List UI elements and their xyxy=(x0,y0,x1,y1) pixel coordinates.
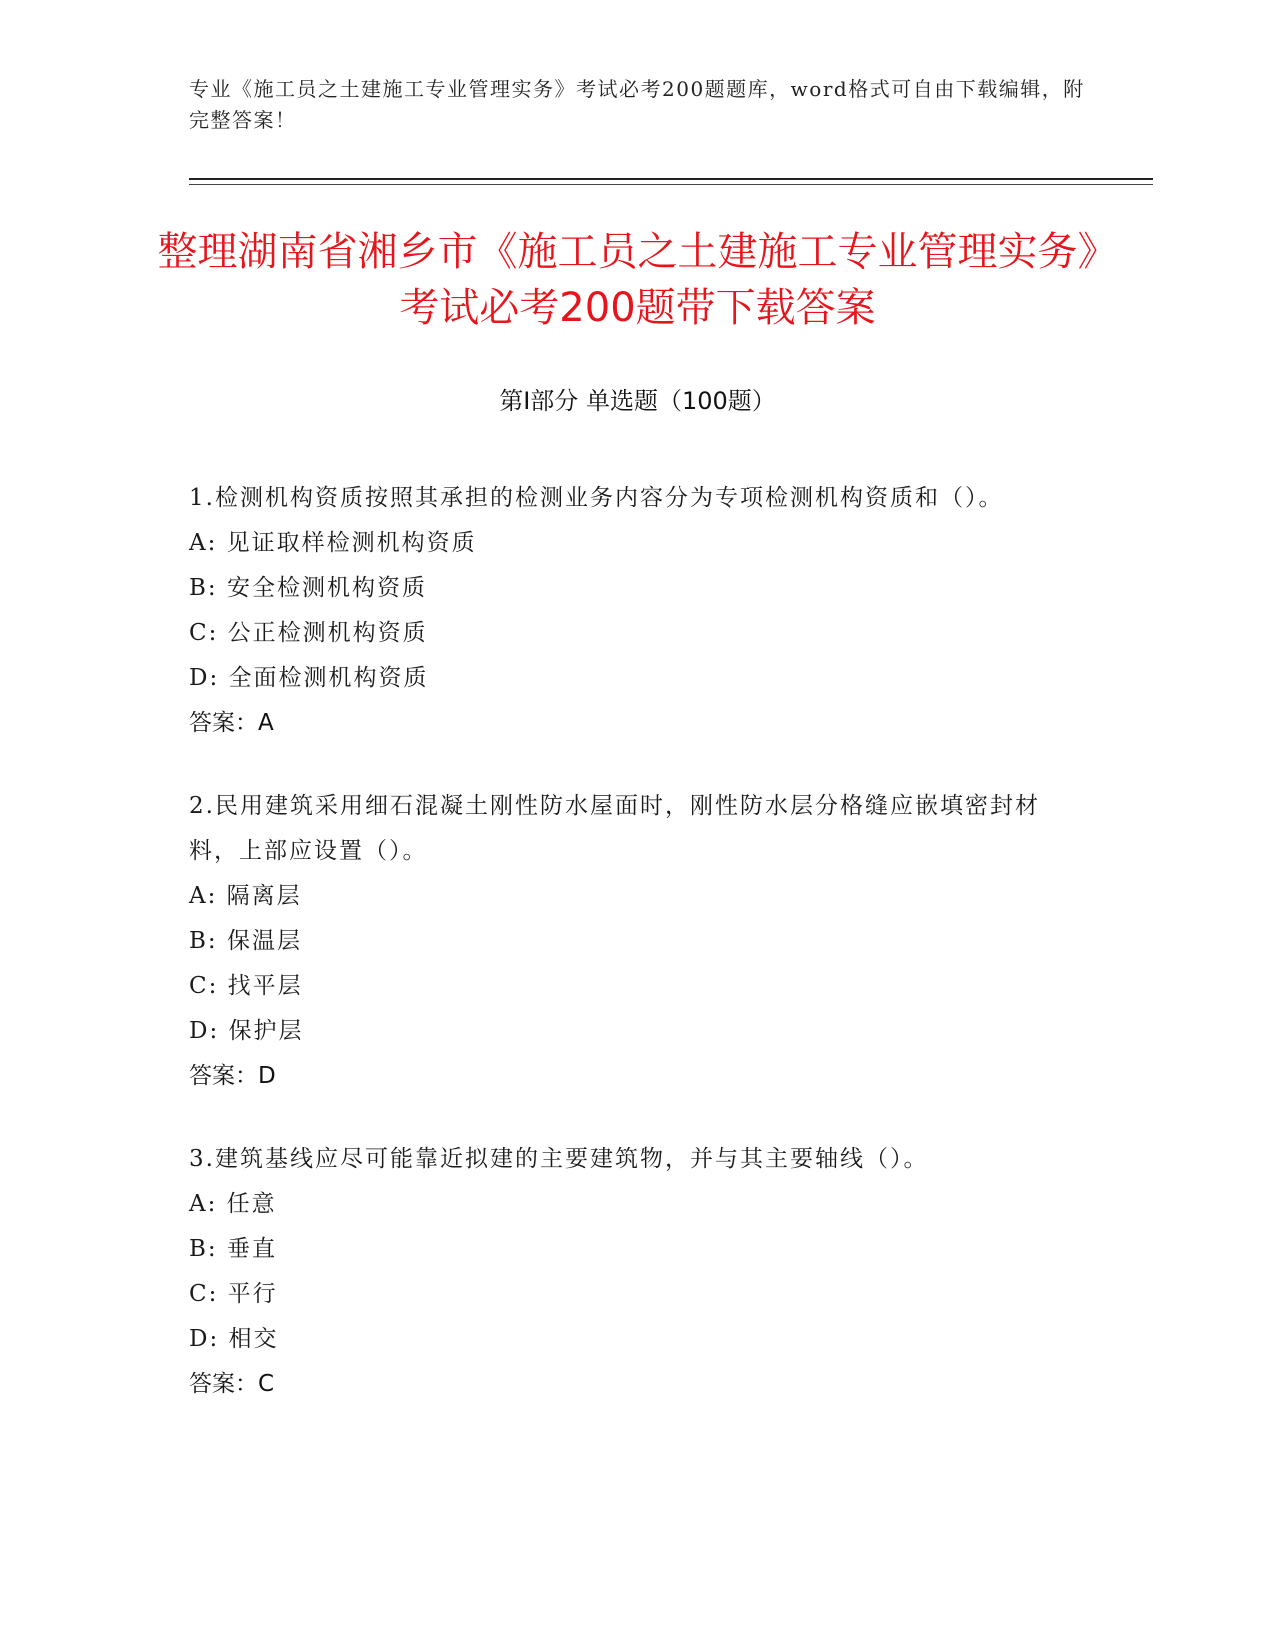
option-b: B: 保温层 xyxy=(189,928,302,954)
question-stem: 1.检测机构资质按照其承担的检测业务内容分为专项检测机构资质和（）。 xyxy=(189,485,1004,511)
header-divider-thin xyxy=(189,184,1153,185)
question-item xyxy=(189,784,1069,1099)
question-stem: 3.建筑基线应尽可能靠近拟建的主要建筑物，并与其主要轴线（）。 xyxy=(189,1146,929,1172)
section-heading: 第Ⅰ部分 单选题（100题） xyxy=(499,387,776,415)
question-list xyxy=(189,476,1069,1445)
option-d: D: 全面检测机构资质 xyxy=(189,665,429,691)
option-c: C: 公正检测机构资质 xyxy=(189,620,428,646)
question-item xyxy=(189,476,1069,746)
answer: 答案：A xyxy=(189,710,274,736)
header-note: 专业《施工员之土建施工专业管理实务》考试必考200题题库，word格式可自由下载编辑，附完整答案！ xyxy=(189,77,1085,132)
option-c: C: 平行 xyxy=(189,1281,278,1307)
answer: 答案：C xyxy=(189,1371,275,1397)
option-a: A: 见证取样检测机构资质 xyxy=(189,530,477,556)
option-d: D: 保护层 xyxy=(189,1018,304,1044)
option-d: D: 相交 xyxy=(189,1326,279,1352)
header-divider-thick xyxy=(189,178,1153,180)
option-b: B: 安全检测机构资质 xyxy=(189,575,427,601)
document-title: 整理湖南省湘乡市《施工员之土建施工专业管理实务》考试必考200题带下载答案 xyxy=(157,229,1118,331)
option-b: B: 垂直 xyxy=(189,1236,277,1262)
question-item xyxy=(189,1137,1069,1407)
option-c: C: 找平层 xyxy=(189,973,303,999)
answer: 答案：D xyxy=(189,1063,276,1089)
option-a: A: 任意 xyxy=(189,1191,277,1217)
option-a: A: 隔离层 xyxy=(189,883,302,909)
question-stem: 2.民用建筑采用细石混凝土刚性防水屋面时，刚性防水层分格缝应嵌填密封材料，上部应设置（）。 xyxy=(189,793,1040,864)
